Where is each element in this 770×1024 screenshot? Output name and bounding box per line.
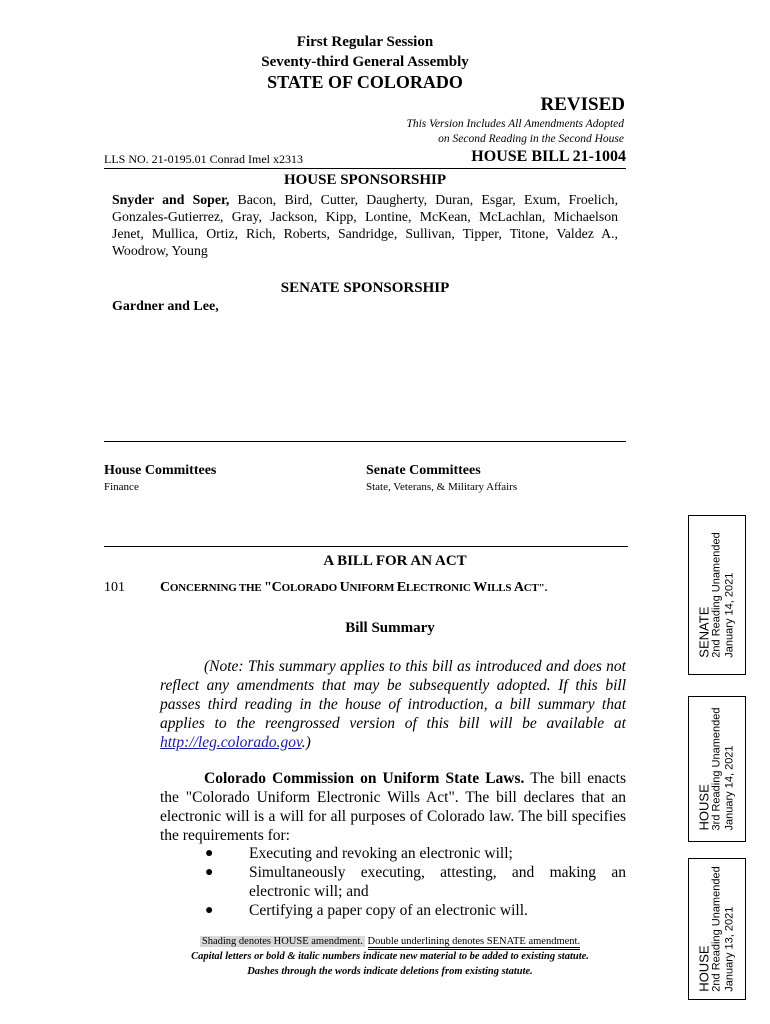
summary-note: (Note: This summary applies to this bill as introduced and does not reflect any amendments that may be subsequently adopted. If this bill passes third reading in the house of introduction, a bill summary that applies to the reengrossed version of this bill will be available at http://leg.colorado.gov.) xyxy=(160,658,626,751)
version-note-2: on Second Reading in the Second House xyxy=(438,133,624,145)
bullet-icon: ● xyxy=(205,846,214,861)
version-note-1: This Version Includes All Amendments Adopted xyxy=(406,118,624,130)
summary-lead: Colorado Commission on Uniform State Laws. xyxy=(204,770,525,787)
house-sponsors xyxy=(112,191,618,259)
list-item: ● Certifying a paper copy of an electronic will. xyxy=(205,902,528,919)
line-number: 101 xyxy=(104,580,125,595)
house-cosponsors: Bacon, Bird, Cutter, Daugherty, Duran, Esgar, Exum, Froelich, Gonzales-Gutierrez, Gray, Jackson, Kipp, Lontine, McKean, McLachlan, Michaelson Jenet, Mullica, Ortiz, Rich, Roberts, Sandridge, Sullivan, Tipper, Titone, Valdez A., Woodrow, Young xyxy=(112,192,619,258)
house-committees-heading: House Committees xyxy=(104,463,217,478)
revised-label: REVISED xyxy=(540,94,625,115)
capital-letters-note: Capital letters or bold & italic numbers indicate new material to be added to existing statute. xyxy=(191,951,589,962)
requirements-list xyxy=(160,844,626,920)
bill-divider xyxy=(104,546,628,547)
lls-number: LLS NO. 21-0195.01 Conrad Imel x2313 xyxy=(104,152,303,166)
bill-number: HOUSE BILL 21-1004 xyxy=(471,148,626,165)
double-underline-note: Double underlining denotes SENATE amendment. xyxy=(368,936,581,950)
list-item: ● Executing and revoking an electronic will; xyxy=(205,845,513,862)
senate-committees-heading: Senate Committees xyxy=(366,463,481,478)
bill-heading: A BILL FOR AN ACT xyxy=(323,553,467,569)
state-line: STATE OF COLORADO xyxy=(267,72,463,92)
senate-second-reading-stamp: SENATE 2nd Reading Unamended January 14, 2021 xyxy=(688,515,746,675)
bill-title: CONCERNING THE "COLORADO UNIFORM ELECTRONIC WILLS ACT". xyxy=(160,580,548,595)
session-line: First Regular Session xyxy=(296,34,434,50)
senate-sponsorship-heading: SENATE SPONSORSHIP xyxy=(280,280,450,296)
amendment-key xyxy=(0,936,770,947)
bullet-icon: ● xyxy=(205,865,214,880)
house-prime-sponsors: Snyder and Soper, xyxy=(112,192,230,207)
committee-divider xyxy=(104,441,626,442)
bullet-icon: ● xyxy=(205,903,214,918)
assembly-line: Seventy-third General Assembly xyxy=(261,54,469,70)
leg-colorado-link[interactable]: http://leg.colorado.gov xyxy=(160,734,302,751)
house-third-reading-stamp: HOUSE 3rd Reading Unamended January 14, 2021 xyxy=(688,696,746,842)
house-sponsorship-heading: HOUSE SPONSORSHIP xyxy=(283,172,447,188)
senate-prime-sponsors: Gardner and Lee, xyxy=(112,299,219,314)
house-second-reading-stamp: HOUSE 2nd Reading Unamended January 13, 2021 xyxy=(688,858,746,1000)
header-divider xyxy=(104,168,626,169)
dashes-note: Dashes through the words indicate deletions from existing statute. xyxy=(247,966,533,977)
house-committees-list: Finance xyxy=(104,481,139,493)
senate-committees-list: State, Veterans, & Military Affairs xyxy=(366,481,518,493)
summary-body: Colorado Commission on Uniform State Laws. The bill enacts the "Colorado Uniform Electronic Wills Act". The bill declares that an electronic will is a will for all purposes of Colorado law. The bill specifies the requirements for: xyxy=(160,770,626,844)
shading-note: Shading denotes HOUSE amendment. xyxy=(201,936,363,947)
bill-summary-heading: Bill Summary xyxy=(345,620,435,636)
list-item: ● Simultaneously executing, attesting, and making an electronic will; and xyxy=(205,864,626,900)
